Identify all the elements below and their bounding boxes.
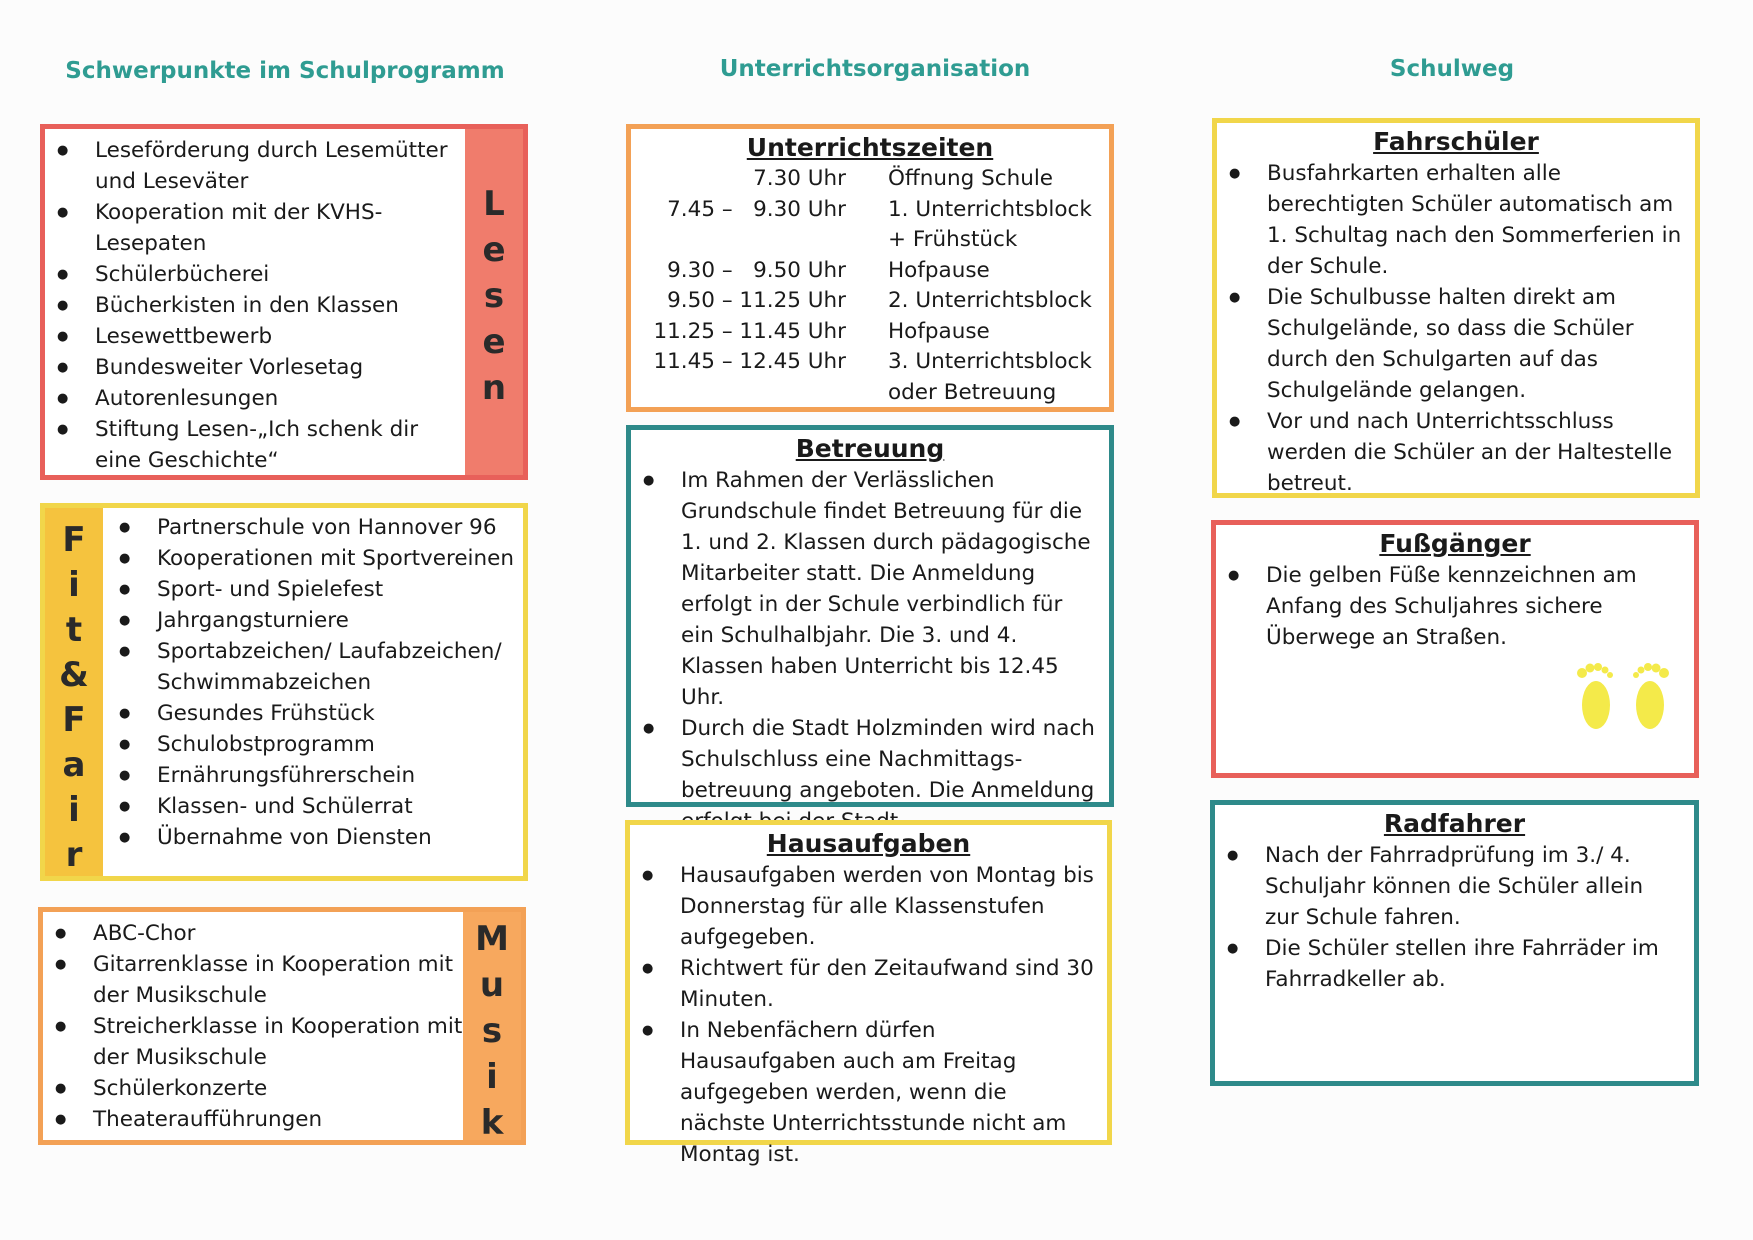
list-item: ● Leseförderung durch Lesemütter und Leseväter: [45, 135, 465, 197]
time-cell: 9.30 – 9.50 Uhr: [667, 257, 846, 283]
fahrschueler-box: [1212, 118, 1700, 498]
musik-label: [463, 912, 521, 1143]
betreuung-box: [626, 425, 1114, 807]
lesen-list: [45, 135, 465, 476]
fitfair-list: [107, 512, 517, 853]
strip-letter: t: [65, 610, 83, 650]
hausaufgaben-list: [630, 860, 1107, 1170]
footprints-icon: [1568, 657, 1678, 737]
strip-letter: s: [483, 276, 505, 316]
time-desc: oder Betreuung: [888, 379, 1057, 405]
strip-letter: L: [483, 184, 505, 224]
list-item: ● Die gelben Füße kennzeichnen am Anfang des Schuljahres sichere Überwege an Straßen.: [1216, 560, 1654, 653]
list-item: ● Bücherkisten in den Klassen: [45, 290, 465, 321]
list-item: ● Hausaufgaben werden von Montag bis Donnerstag für alle Klassenstufen aufgegeben.: [630, 860, 1097, 953]
list-item: ● Durch die Stadt Holzminden wird nach Schulschluss eine Nachmittags-betreuung angeboten. Die Anmeldung: [631, 713, 1099, 837]
strip-letter: i: [68, 790, 80, 830]
list-item: ● Jahrgangsturniere: [107, 605, 517, 636]
list-item: ● Richtwert für den Zeitaufwand sind 30 Minuten.: [630, 953, 1097, 1015]
list-item: ● Lesewettbewerb: [45, 321, 465, 352]
fahrschueler-title: Fahrschüler: [1373, 127, 1539, 156]
radfahrer-box: [1210, 800, 1699, 1086]
list-item: ● Theateraufführungen: [43, 1104, 463, 1135]
strip-letter: e: [482, 230, 506, 270]
time-desc: 2. Unterrichtsblock: [888, 288, 1092, 313]
strip-letter: i: [486, 1057, 498, 1097]
strip-letter: k: [480, 1103, 504, 1143]
list-item: ● Die Schüler stellen ihre Fahrräder im Fahrradkeller ab.: [1215, 933, 1674, 995]
list-item: ● Die Schulbusse halten direkt am Schulgelände, so dass die Schüler durch den Schulgarten auf das Schulgelände gelangen.: [1217, 282, 1687, 406]
time-cell: 11.25 – 11.45 Uhr: [653, 318, 846, 344]
lesen-label: [465, 129, 523, 475]
time-cell: 7.30 Uhr: [753, 166, 846, 191]
betreuung-list: [631, 465, 1109, 837]
hausaufgaben-title: Hausaufgaben: [766, 829, 971, 858]
list-item: ● Vor und nach Unterrichtsschluss werden die Schüler an der Haltestelle betreut.: [1217, 406, 1687, 499]
time-desc: 1. Unterrichtsblock: [888, 196, 1092, 222]
fussgaenger-title: Fußgänger: [1379, 529, 1531, 558]
list-item: ● Schülerkonzerte: [43, 1073, 463, 1104]
list-item: ● Gesundes Frühstück: [107, 698, 517, 729]
strip-letter: u: [479, 965, 505, 1005]
strip-letter: F: [62, 700, 86, 740]
lesen-box: [40, 124, 528, 480]
strip-letter: a: [62, 745, 86, 785]
time-desc: Hofpause: [888, 257, 990, 283]
time-desc: Öffnung Schule: [888, 166, 1054, 191]
musik-list: [43, 918, 463, 1135]
list-item: ● Im Rahmen der Verlässlichen Grundschule findet Betreuung für die 1. und 2. Klassen durch pädagogische Mitarbeiter statt. Die Anmeldung erfolgt in der Schule verbindlich für ein Schulhalbjahr. Die 3. und 4. Klassen haben Unterricht bis 12.45 Uhr.: [631, 465, 1099, 713]
list-item: ● Ernährungsführerschein: [107, 760, 517, 791]
time-cell: 9.50 – 11.25 Uhr: [667, 288, 846, 313]
radfahrer-list: [1215, 840, 1694, 995]
list-item: ● Busfahrkarten erhalten alle berechtigten Schüler automatisch am 1. Schultag nach den Sommerferien in der Schule.: [1217, 158, 1687, 282]
list-item: ● Schülerbücherei: [45, 259, 465, 290]
list-item: ● ABC-Chor: [43, 918, 463, 949]
list-item: ● Übernahme von Diensten: [107, 822, 517, 853]
strip-letter: n: [481, 368, 507, 408]
hausaufgaben-box: [625, 820, 1112, 1167]
list-item: ● Kooperationen mit Sportvereinen: [107, 543, 517, 574]
timetable: [641, 164, 1109, 408]
time-cell: [641, 378, 846, 409]
list-item: ● Schulobstprogramm: [107, 729, 517, 760]
radfahrer-title: Radfahrer: [1383, 809, 1526, 838]
list-item: ● Streicherklasse in Kooperation mit der Musikschule: [43, 1011, 463, 1073]
list-item: ● Partnerschule von Hannover 96: [107, 512, 517, 543]
musik-box: [38, 907, 526, 1145]
strip-letter: e: [482, 322, 506, 362]
list-item: ● Klassen- und Schülerrat: [107, 791, 517, 822]
list-item: ● Kooperation mit der KVHS-Lesepaten: [45, 197, 465, 259]
strip-letter: M: [475, 919, 509, 959]
list-item: ● Autorenlesungen: [45, 383, 465, 414]
strip-letter: r: [65, 835, 83, 875]
unterrichtszeiten-box: [626, 124, 1114, 412]
middle-column-title: Unterrichtsorganisation: [719, 56, 1031, 82]
fitfair-box: [40, 503, 528, 881]
list-item: ● Stiftung Lesen-„Ich schenk dir eine Geschichte“: [45, 414, 465, 476]
strip-letter: s: [481, 1011, 503, 1051]
time-desc: Hofpause: [888, 318, 990, 344]
betreuung-title: Betreuung: [795, 434, 945, 463]
list-item: ● Gitarrenklasse in Kooperation mit der Musikschule: [43, 949, 463, 1011]
fitfair-label: [45, 508, 103, 876]
strip-letter: F: [62, 520, 86, 560]
time-desc: 3. Unterrichtsblock: [888, 349, 1092, 374]
right-column-title: Schulweg: [1389, 56, 1515, 82]
time-cell: [641, 225, 846, 256]
fussgaenger-list: [1216, 560, 1694, 653]
fahrschueler-list: [1217, 158, 1695, 499]
time-cell: 7.45 – 9.30 Uhr: [667, 196, 846, 222]
list-item: ● In Nebenfächern dürfen Hausaufgaben auch am Freitag aufgegeben werden, wenn die nächste Unterrichtsstunde nicht am Montag ist.: [630, 1015, 1097, 1170]
list-item: ● Sport- und Spielefest: [107, 574, 517, 605]
list-item: ● Sportabzeichen/ Laufabzeichen/ Schwimmabzeichen: [107, 636, 517, 698]
left-column-title: Schwerpunkte im Schulprogramm: [65, 58, 505, 84]
unterrichtszeiten-title: Unterrichtszeiten: [746, 133, 994, 162]
list-item: ● Bundesweiter Vorlesetag: [45, 352, 465, 383]
time-cell: 11.45 – 12.45 Uhr: [653, 349, 846, 374]
fussgaenger-box: [1211, 520, 1699, 778]
list-item: ● Nach der Fahrradprüfung im 3./ 4. Schuljahr können die Schüler allein zur Schule fahren.: [1215, 840, 1674, 933]
strip-letter: &: [59, 655, 89, 695]
time-desc: + Frühstück: [888, 227, 1018, 252]
strip-letter: i: [68, 565, 80, 605]
